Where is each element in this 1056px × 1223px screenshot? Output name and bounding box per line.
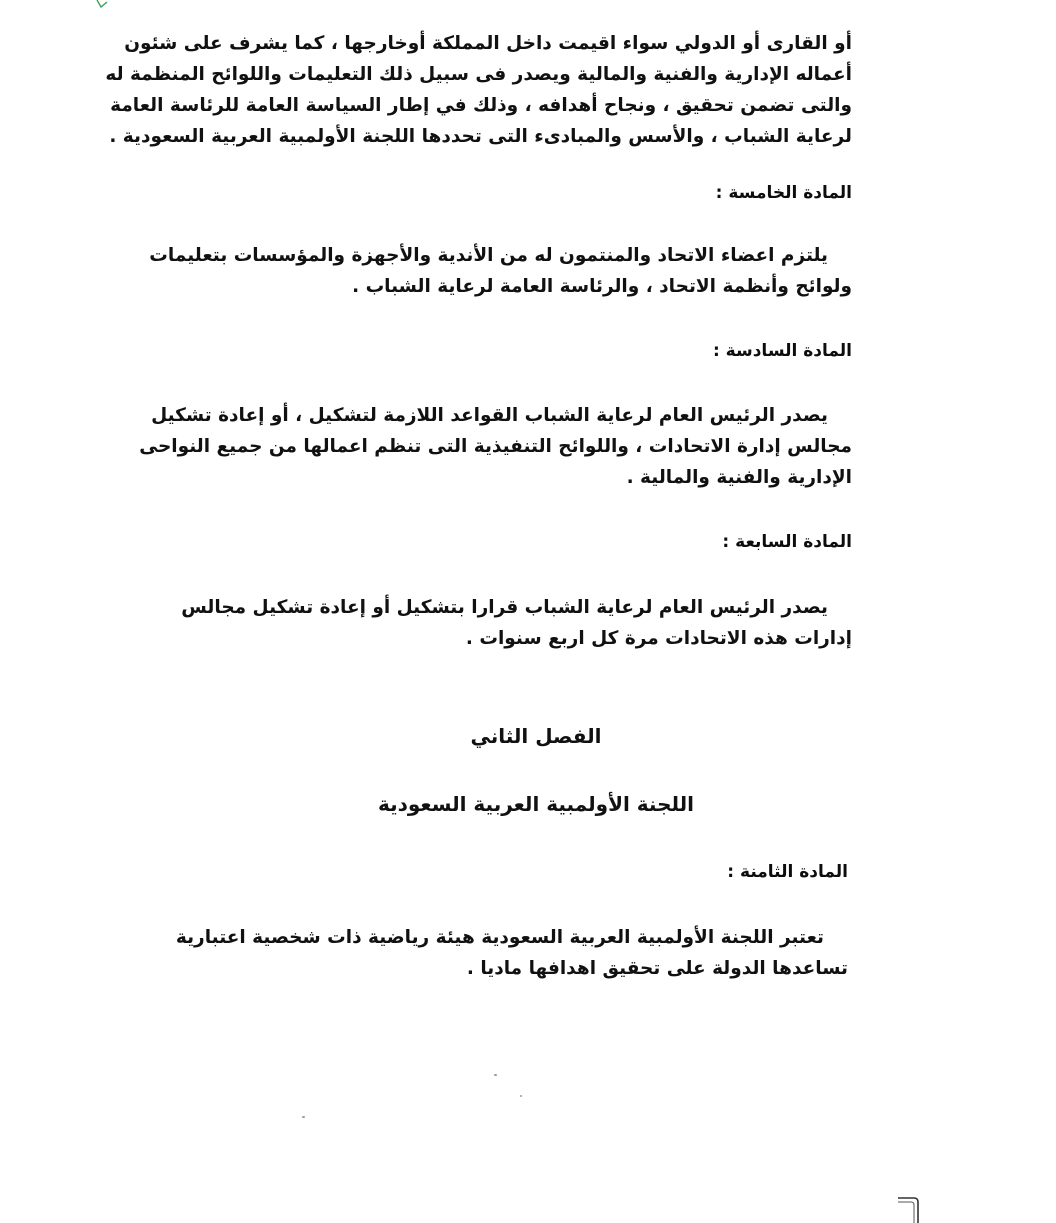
chapter-label: الفصل الثاني xyxy=(470,724,602,748)
text-line: إدارات هذه الاتحادات مرة كل اربع سنوات . xyxy=(465,628,852,649)
article-7-heading: المادة السابعة : xyxy=(722,532,852,552)
text-line: لرعاية الشباب ، والأسس والمبادىء التى تحددها اللجنة الأولمبية العربية السعودية . xyxy=(109,126,852,147)
green-mark-icon xyxy=(96,0,114,8)
corner-bracket-icon xyxy=(896,1194,924,1223)
article-5-text xyxy=(149,240,852,302)
text-line: أو القارى أو الدولي سواء اقيمت داخل المملكة أوخارجها ، كما يشرف على شئون xyxy=(124,33,852,54)
article-8-heading: المادة الثامنة : xyxy=(727,862,848,882)
text-line: تساعدها الدولة على تحقيق اهدافها ماديا . xyxy=(466,958,848,979)
text-line: أعماله الإدارية والفنية والمالية ويصدر فى سبيل ذلك التعليمات واللوائح المنظمة له xyxy=(105,64,852,85)
text-line: تعتبر اللجنة الأولمبية العربية السعودية هيئة رياضية ذات شخصية اعتبارية xyxy=(175,927,824,948)
chapter-title: اللجنة الأولمبية العربية السعودية xyxy=(377,792,695,816)
text-line: الإدارية والفنية والمالية . xyxy=(626,467,852,488)
text-line: والتى تضمن تحقيق ، ونجاح أهدافه ، وذلك في إطار السياسة العامة للرئاسة العامة xyxy=(110,95,852,116)
article-8-text xyxy=(175,922,848,984)
text-line: ولوائح وأنظمة الاتحاد ، والرئاسة العامة لرعاية الشباب . xyxy=(352,276,852,297)
scan-speck xyxy=(520,1095,522,1097)
scan-speck xyxy=(494,1074,497,1076)
text-line: يصدر الرئيس العام لرعاية الشباب القواعد اللازمة لتشكيل ، أو إعادة تشكيل xyxy=(151,405,828,426)
article-6-text xyxy=(139,400,852,493)
article-7-text xyxy=(181,592,852,654)
article-5-heading: المادة الخامسة : xyxy=(715,183,852,203)
text-line: يصدر الرئيس العام لرعاية الشباب قرارا بتشكيل أو إعادة تشكيل مجالس xyxy=(181,597,828,618)
paragraph-top xyxy=(105,28,852,152)
scan-speck xyxy=(302,1116,305,1118)
text-line: يلتزم اعضاء الاتحاد والمنتمون له من الأندية والأجهزة والمؤسسات بتعليمات xyxy=(149,245,828,266)
text-line: مجالس إدارة الاتحادات ، واللوائح التنفيذية التى تنظم اعمالها من جميع النواحى xyxy=(139,436,852,457)
article-6-heading: المادة السادسة : xyxy=(712,341,852,361)
